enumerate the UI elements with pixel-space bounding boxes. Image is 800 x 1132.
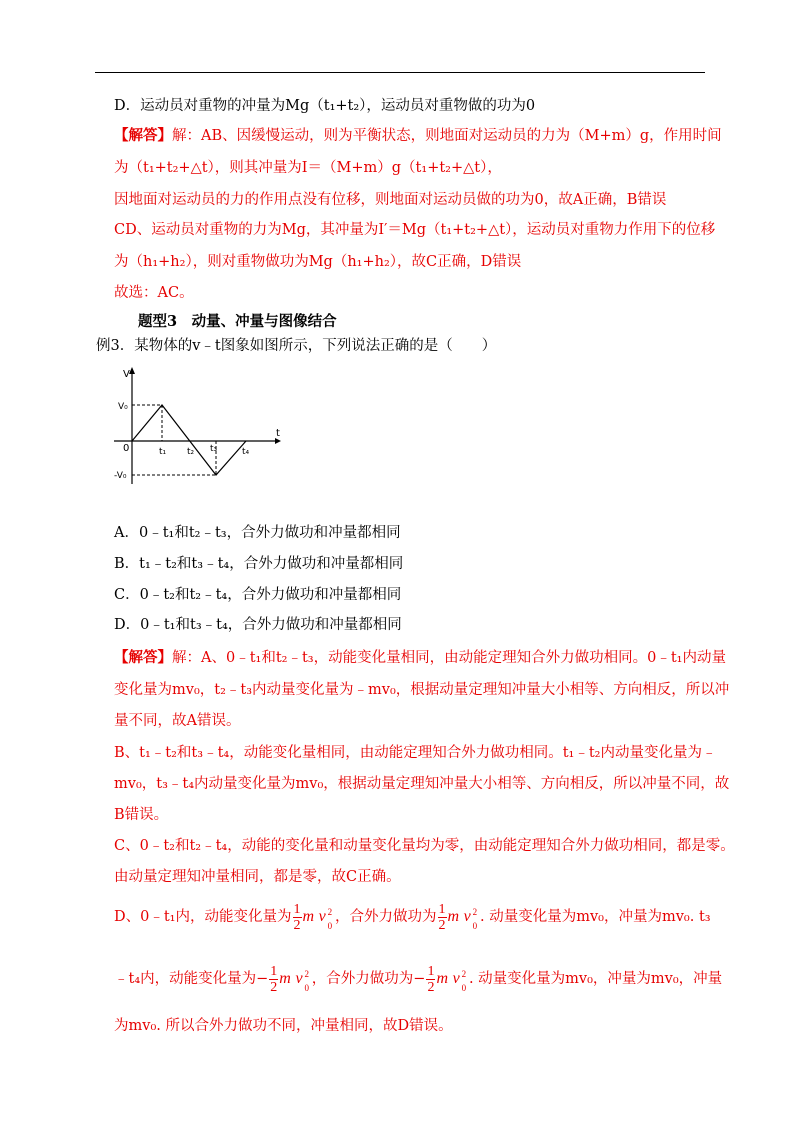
solution1-line3: 因地面对运动员的力的作用点没有位移，则地面对运动员做的功为0，故A正确，B错误 — [114, 192, 667, 208]
t4-label: t₄ — [242, 447, 250, 457]
v0-label: V₀ — [118, 402, 128, 412]
header-rule — [95, 72, 705, 73]
fraction-half: $\frac{1}{2}$ — [438, 901, 446, 933]
t2-label: t₂ — [187, 447, 195, 457]
solution-tag: 【解答】 — [114, 127, 172, 144]
example3-question: 例3．某物体的v﹣t图象如图所示，下列说法正确的是（ ） — [96, 338, 497, 354]
v0-squared: v 2 0 — [295, 969, 309, 993]
solution2-a-line3: 量不同，故A错误。 — [114, 713, 241, 729]
mass-symbol: m — [302, 908, 315, 925]
option-a: A．0﹣t₁和t₂﹣t₃，合外力做功和冲量都相同 — [114, 525, 401, 541]
mass-symbol: m — [436, 970, 449, 987]
v0-squared: v 2 0 — [463, 907, 478, 931]
mass-symbol: m — [279, 970, 291, 987]
option-d-previous: D．运动员对重物的冲量为Mg（t₁+t₂），运动员对重物做的功为0 — [114, 98, 536, 114]
v0-squared: v 2 0 — [318, 907, 333, 931]
solution1-answer: 故选：AC。 — [114, 285, 194, 301]
solution2-a-line1: 【解答】解：A、0﹣t₁和t₂﹣t₃，动能变化量相同，由动能定理知合外力做功相同。0﹣t₁内动量 — [114, 649, 726, 666]
v-axis-label: V — [123, 369, 130, 380]
option-d: D．0﹣t₁和t₃﹣t₄，合外力做功和冲量都相同 — [114, 617, 402, 633]
fraction-half: $\frac{1}{2}$ — [270, 963, 278, 995]
vt-graph — [112, 366, 282, 486]
solution2-b-line3: B错误。 — [114, 807, 169, 823]
neg-v0-label: -V₀ — [114, 471, 127, 481]
solution2-b-line1: B、t₁﹣t₂和t₃﹣t₄，动能变化量相同，由动能定理知合外力做功相同。t₁﹣t₂内动量变化量为﹣ — [114, 745, 717, 761]
origin-label: 0 — [123, 443, 130, 454]
option-b: B．t₁﹣t₂和t₃﹣t₄，合外力做功和冲量都相同 — [114, 556, 404, 572]
v-axis-arrow-icon — [129, 367, 135, 374]
fraction-half: $\frac{1}{2}$ — [427, 963, 435, 995]
solution1-line4: CD、运动员对重物的力为Mg，其冲量为I′＝Mg（t₁+t₂+△t），运动员对重物力作用下的位移 — [114, 222, 716, 238]
solution1-line2: 为（t₁+t₂+△t），则其冲量为I＝（M+m）g（t₁+t₂+△t）， — [114, 160, 502, 176]
solution1-line5: 为（h₁+h₂），则对重物做功为Mg（h₁+h₂），故C正确，D错误 — [114, 254, 522, 270]
fraction-half: $\frac{1}{2}$ — [293, 901, 301, 933]
velocity-curve — [132, 405, 246, 475]
solution2-d-line1: D、0﹣t₁内，动能变化量为 $\frac{1}{2}$ m v 2 0 ，合外力做功为 $\frac{1}{2}$ m v 2 0 . 动量变化量为mv₀，冲量为mv₀. t₃ — [114, 901, 711, 933]
solution2-c-line1: C、0﹣t₂和t₂﹣t₄，动能的变化量和动量变化量均为零，由动能定理知合外力做功相同，都是零。 — [114, 838, 735, 854]
option-c: C．0﹣t₂和t₂﹣t₄，合外力做功和冲量都相同 — [114, 587, 402, 603]
v0-squared: v 2 0 — [452, 969, 467, 993]
solution-tag: 【解答】 — [114, 649, 172, 666]
solution2-d-line2: ﹣t₄内，动能变化量为− $\frac{1}{2}$ m v 2 0 ，合外力做功为− $\frac{1}{2}$ m v 2 0 . 动量变化量为mv₀，冲量为mv₀，冲量 — [114, 963, 723, 995]
solution2-b-line2: mv₀，t₃﹣t₄内动量变化量为mv₀，根据动量定理知冲量大小相等、方向相反，所以冲量不同，故 — [114, 776, 730, 792]
t1-label: t₁ — [159, 447, 167, 457]
mass-symbol: m — [447, 908, 460, 925]
section-title: 题型3 动量、冲量与图像结合 — [138, 313, 337, 330]
solution2-d-line3: 为mv₀. 所以合外力做功不同，冲量相同，故D错误。 — [114, 1018, 453, 1034]
t-axis-label: t — [276, 428, 280, 439]
t3-label: t₃ — [210, 444, 218, 454]
solution2-c-line2: 由动量定理知冲量相同，都是零，故C正确。 — [114, 869, 401, 885]
solution2-a-line2: 变化量为mv₀，t₂﹣t₃内动量变化量为﹣mv₀，根据动量定理知冲量大小相等、方向相反，所以冲 — [114, 682, 730, 698]
solution1-line1: 【解答】解：AB、因缓慢运动，则为平衡状态，则地面对运动员的力为（M+m）g，作用时间 — [114, 127, 722, 144]
